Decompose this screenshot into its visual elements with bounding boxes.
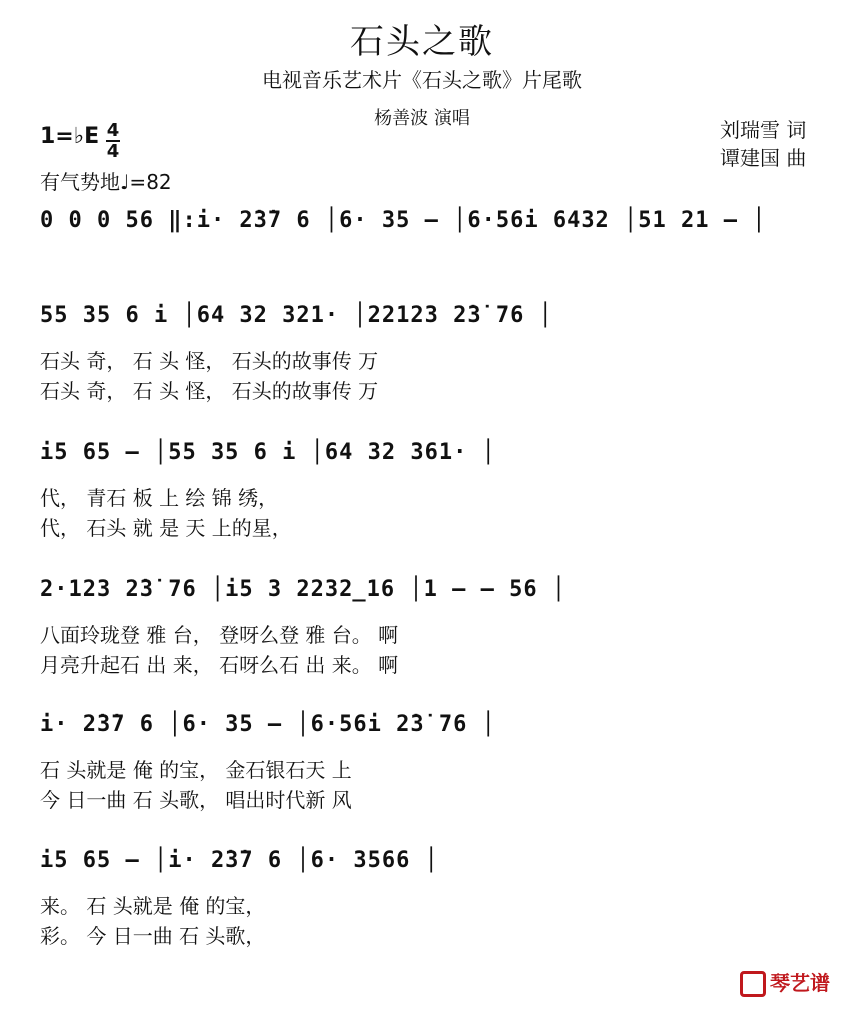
tempo-value: ♩=82 [120,170,172,194]
notation-system-3 [40,440,830,474]
lyric-verse1-line-3: 代， 青石 板 上 绘 锦 绣， [40,486,279,510]
site-logo[interactable] [740,967,830,998]
notes-line-3: i5 65 – │55 35 6 i │64 32 361· │ [40,440,496,465]
notation-system-2 [40,303,830,337]
notation-system-6 [40,848,830,882]
lyricist-credit: 刘瑞雪 词 [720,118,807,142]
time-bottom: 4 [106,141,120,162]
notes-line-1: 0 0 0 56 ‖:i· 2̇3̇7 6 │6· 35 – │6·56i 6432 │51 21 – │ [40,208,767,233]
song-title: 石头之歌 [350,22,494,62]
notes-line-5: i· 2̇3̇7 6 │6· 35 – │6·56i 2̇3̇ 76 │ [40,712,496,737]
lyric-verse2-line-4: 月亮升起石 出 来， 石呀么石 出 来。 啊 [40,653,399,677]
lyric-verse1-line-2: 石头 奇， 石 头 怪， 石头的故事传 万 [40,349,379,373]
lyric-verse1-line-4: 八面玲珑登 雅 台， 登呀么登 雅 台。 啊 [40,623,399,647]
song-subtitle: 电视音乐艺术片《石头之歌》片尾歌 [262,68,582,92]
lyric-verse1-line-6: 来。 石 头就是 俺 的宝， [40,894,266,918]
tempo-marking [40,166,172,195]
lyric-verse2-line-3: 代， 石头 就 是 天 上的星， [40,516,292,540]
lyric-verse2-line-6: 彩。 今 日一曲 石 头歌， [40,924,266,948]
time-top: 4 [106,120,120,141]
logo-icon [740,971,766,997]
lyric-verse2-line-5: 今 日一曲 石 头歌， 唱出时代新 风 [40,788,352,812]
time-signature [106,122,120,160]
key-signature: 1=♭E [40,124,100,149]
notes-line-2: 55 35 6 i │64 32 321· │22123 2̇3̇ 76 │ [40,303,553,328]
notes-line-6: i5 65 – │i· 2̇3̇7 6 │6· 3566 │ [40,848,439,873]
notation-system-4 [40,577,830,611]
tempo-text: 有气势地 [40,170,120,194]
logo-text: 琴艺谱 [770,970,830,995]
performer-credit: 杨善波 演唱 [374,108,470,129]
notes-line-4: 2·123 2̇3̇ 76 │i5 3 2232̲16 │1 – – 56 │ [40,577,567,602]
composer-credit: 谭建国 曲 [720,146,807,170]
lyric-verse1-line-5: 石 头就是 俺 的宝， 金石银石天 上 [40,758,352,782]
notation-system-1 [40,208,830,242]
notation-system-5 [40,712,830,746]
lyric-verse2-line-2: 石头 奇， 石 头 怪， 石头的故事传 万 [40,379,379,403]
